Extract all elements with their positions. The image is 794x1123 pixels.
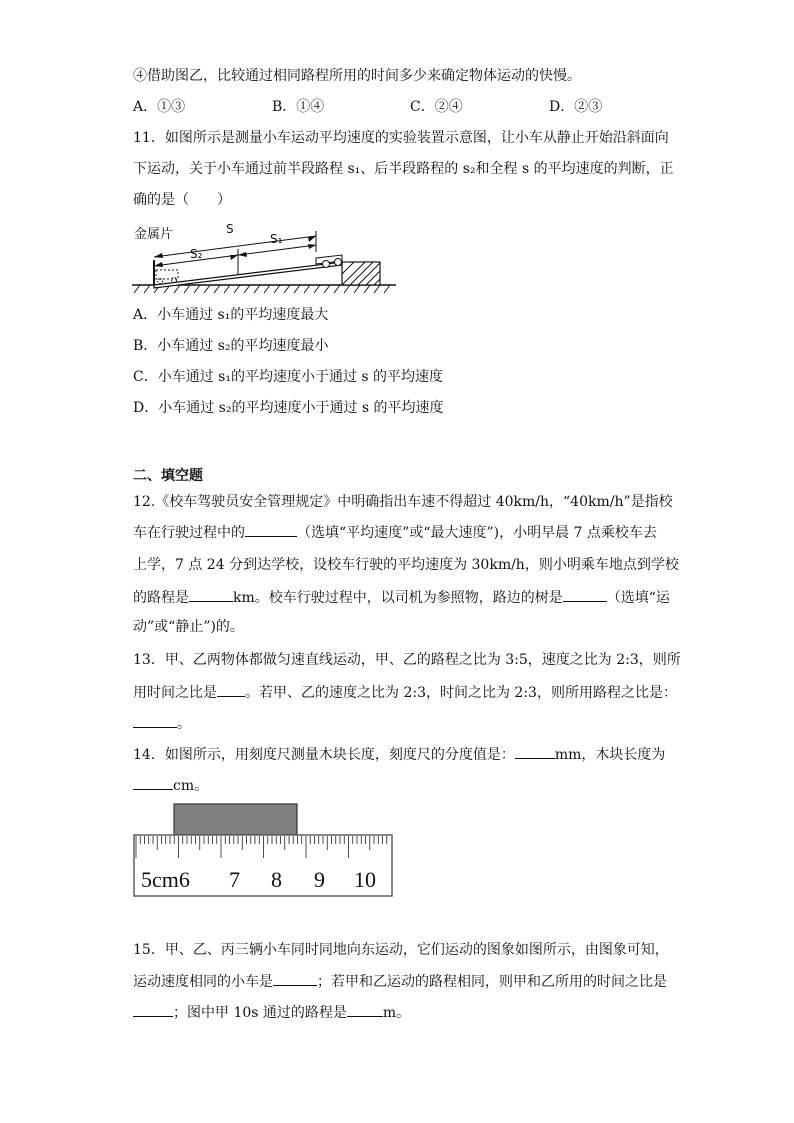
q14-blank-1[interactable] (515, 744, 555, 759)
q12-blank-1[interactable] (245, 522, 297, 537)
q15-text: 运动速度相同的小车是 (133, 974, 273, 990)
q10-option-b: B．①④ (272, 99, 325, 115)
q14-blank-2[interactable] (133, 775, 173, 790)
q12-text: （选填“运 (606, 590, 670, 606)
q12-line-5: 动”或“静止”)的。 (133, 619, 244, 635)
q12-line-4 (133, 587, 670, 608)
q12-line-2 (133, 522, 657, 543)
s1-arrow (238, 245, 316, 255)
q11-option-c: C．小车通过 s₁的平均速度小于通过 s 的平均速度 (133, 369, 444, 385)
q15-line-2 (133, 971, 667, 992)
q13-blank-2[interactable] (133, 713, 177, 728)
q11-line-2: 下运动，关于小车通过前半段路程 s₁、后半段路程的 s₂和全程 s 的平均速度的判断，正 (133, 161, 674, 177)
section-heading: 二、填空题 (133, 468, 203, 484)
q13-text: 用时间之比是 (133, 685, 217, 701)
ruler-label-8: 8 (271, 867, 282, 892)
wood-block (174, 804, 297, 835)
q15-blank-1[interactable] (273, 971, 317, 986)
q15-blank-2[interactable] (133, 1002, 173, 1017)
q11-line-3: 确的是（ ） (133, 192, 231, 208)
q13-line-3 (133, 713, 191, 734)
s-arrow (154, 236, 316, 257)
q13-line-2 (133, 682, 677, 703)
support-block (342, 262, 380, 285)
q12-text: 的路程是 (133, 590, 189, 606)
q10-option-a: A．①③ (133, 99, 186, 115)
s-label: S (226, 222, 234, 236)
q15-line-3 (133, 1002, 410, 1023)
q15-text: ；若甲和乙运动的路程相同，则甲和乙所用的时间之比是 (317, 974, 667, 990)
q15-text: ；图中甲 10s 通过的路程是 (173, 1005, 347, 1021)
q12-line-3: 上学，7 点 24 分到达学校，设校车行驶的平均速度为 30km/h，则小明乘车地点到学校 (133, 557, 679, 573)
q13-text: 。若甲、乙的速度之比为 2:3，时间之比为 2:3，则所用路程之比是： (245, 685, 677, 701)
q14-text: mm，木块长度为 (554, 747, 666, 763)
q13-text: 。 (177, 716, 191, 732)
q14-line-1 (133, 744, 665, 765)
q11-option-b: B．小车通过 s₂的平均速度最小 (133, 338, 329, 354)
q12-blank-3[interactable] (563, 587, 607, 602)
ruler-label-10: 10 (354, 867, 376, 892)
q13-line-1: 13．甲、乙两物体都做匀速直线运动，甲、乙的路程之比为 3:5，速度之比为 2:3，则所 (133, 652, 681, 668)
q14-text: 14．如图所示，用刻度尺测量木块长度，刻度尺的分度值是： (133, 747, 515, 763)
ruler-label-9: 9 (314, 867, 325, 892)
q12-text: 车在行驶过程中的 (133, 525, 245, 541)
q15-blank-3[interactable] (347, 1002, 383, 1017)
q14-line-2 (133, 775, 208, 796)
q14-text: cm。 (173, 778, 209, 794)
q12-text: （选填“平均速度”或“最大速度”)，小明早晨 7 点乘校车去 (297, 525, 657, 541)
ruler-figure (133, 803, 395, 899)
q10-option-c: C．②④ (410, 99, 463, 115)
q12-text: km。校车行驶过程中，以司机为参照物，路边的树是 (233, 590, 563, 606)
q10-option-d: D．②③ (549, 99, 603, 115)
s2-label: S₂ (190, 247, 203, 261)
q11-option-a: A．小车通过 s₁的平均速度最大 (133, 307, 329, 323)
q10-statement-4: ④借助图乙，比较通过相同路程所用的时间多少来确定物体运动的快慢。 (133, 68, 581, 84)
q12-blank-2[interactable] (189, 587, 233, 602)
q15-text: m。 (382, 1005, 411, 1021)
ruler-label-7: 7 (229, 867, 240, 892)
ruler-label-5cm6: 5cm6 (141, 867, 190, 892)
incline-plane (154, 262, 342, 288)
q11-option-d: D．小车通过 s₂的平均速度小于通过 s 的平均速度 (133, 400, 444, 416)
incline-figure (130, 222, 400, 300)
s1-label: S₁ (270, 232, 283, 246)
q15-line-1: 15．甲、乙、丙三辆小车同时同地向东运动，它们运动的图象如图所示，由图象可知， (133, 942, 669, 958)
q11-line-1: 11．如图所示是测量小车运动平均速度的实验装置示意图，让小车从静止开始沿斜面向 (133, 130, 669, 146)
q13-blank-1[interactable] (217, 682, 245, 697)
q12-line-1: 12.《校车驾驶员安全管理规定》中明确指出车速不得超过 40km/h，“40km/h”是指校 (133, 494, 673, 510)
metal-piece-label: 金属片 (134, 227, 174, 242)
